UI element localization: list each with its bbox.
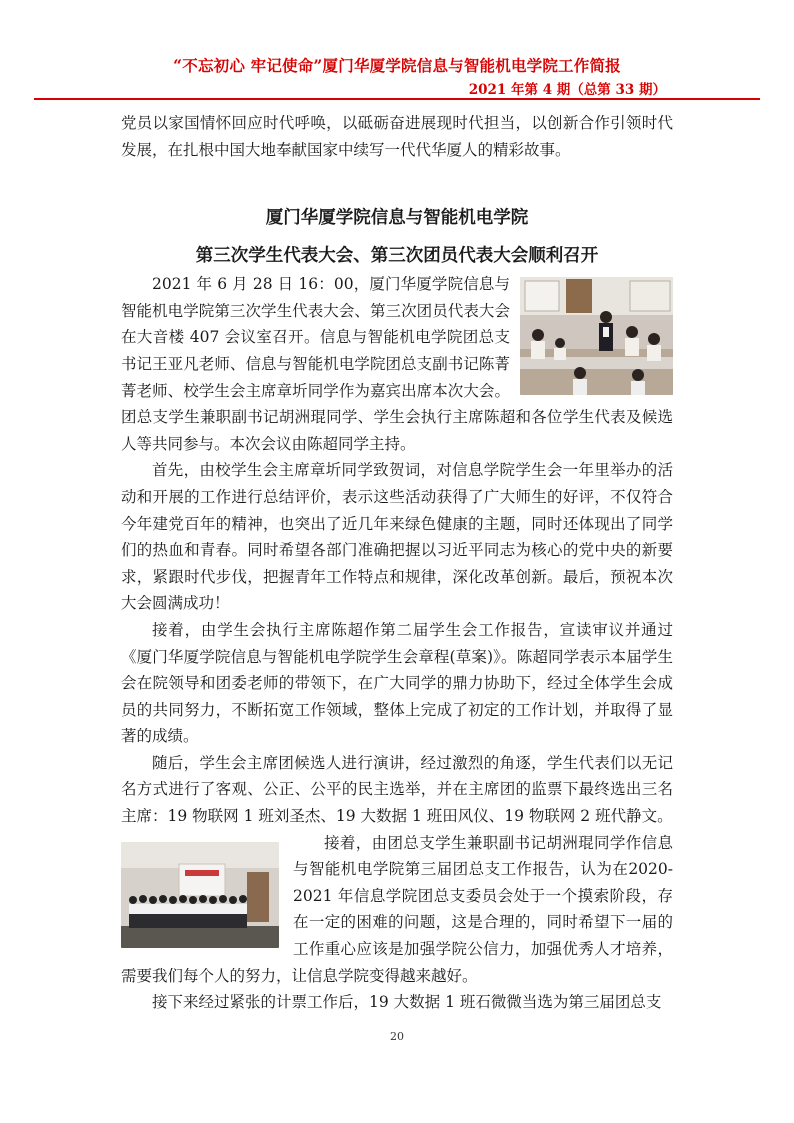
paragraph-5: 接着，由团总支学生兼职副书记胡洲琨同学作信息与智能机电学院第三届团总支工作报告，认为在2020-2021 年信息学院团总支委员会处于一个摸索阶段，存在一定的困难的问题，这是合理的，同时希望下一届的工作重心应该是加强学院公信力，加强优秀人才培养，需要我们每个人的努力，让信息学院变得越来越好。 [121, 833, 673, 985]
header-title: “不忘初心 牢记使命”厦门华厦学院信息与智能机电学院工作简报 [173, 56, 621, 75]
paragraph-1: 2021 年 6 月 28 日 16：00，厦门华厦学院信息与智能机电学院第三次学生代表大会、第三次团员代表大会在大音楼 407 会议室召开。信息与智能机电学院团总支书记王亚凡老师、信息与智能机电学院团总支副书记陈菁菁老师、校学生会主席章圻同学作为嘉宾出席本次大会。团总支学生兼职副书记胡洲琨同学、学生会执行主席陈超和各位学生代表及候选人等共同参与。本次会议由陈超同学主持。 [121, 275, 673, 453]
header-issue: 2021 年第 4 期（总第 33 期） [468, 82, 666, 98]
group-photo [121, 842, 279, 948]
header-rule [34, 98, 760, 100]
paragraph-2: 首先，由校学生会主席章圻同学致贺词，对信息学院学生会一年里举办的活动和开展的工作进行总结评价，表示这些活动获得了广大师生的好评，不仅符合今年建党百年的精神，也突出了近几年来绿色健康的主题，同时还体现出了同学们的热血和青春。同时希望各部门准确把握以习近平同志为核心的党中央的新要求，紧跟时代步伐，把握青年工作特点和规律，深化改革创新。最后，预祝本次大会圆满成功！ [121, 461, 673, 613]
article-title-line1: 厦门华厦学院信息与智能机电学院 [265, 208, 529, 229]
article-title-line2: 第三次学生代表大会、第三次团员代表大会顺利召开 [195, 246, 599, 267]
paragraph-3: 接着，由学生会执行主席陈超作第二届学生会工作报告，宣读审议并通过《厦门华厦学院信息与智能机电学院学生会章程(草案)》。陈超同学表示本届学生会在院领导和团委老师的带领下，在广大同学的鼎力协助下，经过全体学生会成员的共同努力，不断拓宽工作领域，整体上完成了初定的工作计划，并取得了显著的成绩。 [121, 620, 673, 746]
group-photo-image [121, 842, 279, 948]
intro-paragraph: 党员以家国情怀回应时代呼唤，以砥砺奋进展现时代担当，以创新合作引领时代发展，在扎根中国大地奉献国家中续写一代代华厦人的精彩故事。 [121, 114, 673, 159]
page-number: 20 [390, 1030, 404, 1043]
article-body [121, 110, 673, 1016]
paragraph-4: 随后，学生会主席团候选人进行演讲，经过激烈的角逐，学生代表们以无记名方式进行了客观、公正、公平的民主选举，并在主席团的监票下最终选出三名主席：19 物联网 1 班刘圣杰、19 大数据 1 班田风仪、19 物联网 2 班代静文。 [121, 753, 673, 826]
meeting-photo [520, 277, 673, 395]
paragraph-6: 接下来经过紧张的计票工作后，19 大数据 1 班石微微当选为第三届团总支 [152, 993, 662, 1012]
meeting-photo-image [520, 277, 673, 395]
